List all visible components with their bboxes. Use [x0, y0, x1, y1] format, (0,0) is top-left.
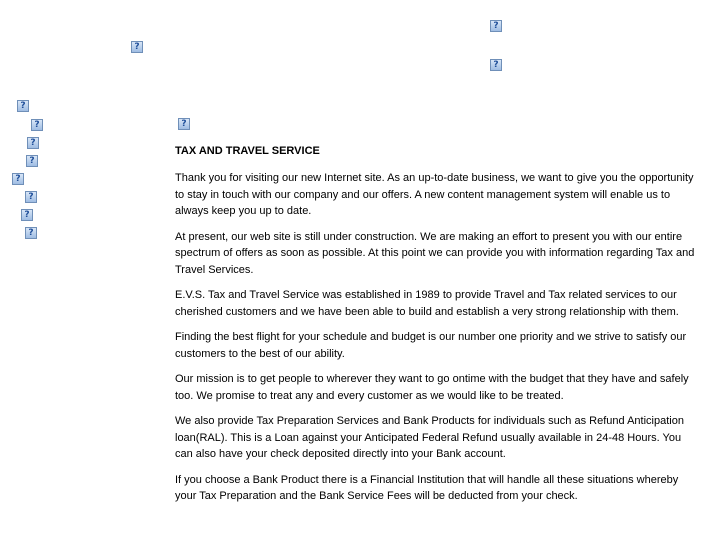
- nav-image-3-icon[interactable]: ?: [27, 137, 39, 149]
- mission-paragraph: Our mission is to get people to wherever they want to go ontime with the budget that they have and safely too. We promise to treat any and every customer as we would like to be treated.: [175, 373, 689, 402]
- main-content: [175, 143, 695, 514]
- nav-image-4-icon[interactable]: ?: [26, 155, 38, 167]
- page-title: TAX AND TRAVEL SERVICE: [175, 145, 320, 157]
- header-image-right-bottom-icon: ?: [490, 59, 502, 71]
- flight-paragraph: Finding the best flight for your schedule and budget is our number one priority and we strive to satisfy our customers to the best of our ability.: [175, 331, 687, 360]
- bank-product-paragraph: If you choose a Bank Product there is a Financial Institution that will handle all these situations whereby your Tax Preparation and the Bank Service Fees will be deducted from your check.: [175, 473, 679, 502]
- nav-image-6-icon[interactable]: ?: [25, 191, 37, 203]
- tax-services-paragraph: We also provide Tax Preparation Services and Bank Products for individuals such as Refund Anticipation loan(RAL). This is a Loan against your Anticipated Federal Refund usually available in 24-48 Hours. You can also have your check deposited directly into your Bank account.: [175, 415, 684, 460]
- intro-paragraph: Thank you for visiting our new Internet site. As an up-to-date business, we want to give you the opportunity to stay in touch with our company and our offers. A new content management system will enable us to always keep you up to date.: [175, 172, 694, 217]
- header-image-right-top-icon: ?: [490, 20, 502, 32]
- nav-image-2-icon[interactable]: ?: [31, 119, 43, 131]
- nav-image-5-icon[interactable]: ?: [12, 173, 24, 185]
- header-image-left-icon: ?: [131, 41, 143, 53]
- nav-image-1-icon[interactable]: ?: [17, 100, 29, 112]
- content-image-icon: ?: [178, 118, 190, 130]
- history-paragraph: E.V.S. Tax and Travel Service was established in 1989 to provide Travel and Tax related services to our cherished customers and we have been able to build and establish a very strong relationship with them.: [175, 289, 679, 318]
- construction-paragraph: At present, our web site is still under construction. We are making an effort to present you with our entire spectrum of offers as soon as possible. At this point we can provide you with information regarding Tax and Travel Services.: [175, 230, 695, 276]
- nav-image-8-icon[interactable]: ?: [25, 227, 37, 239]
- nav-image-7-icon[interactable]: ?: [21, 209, 33, 221]
